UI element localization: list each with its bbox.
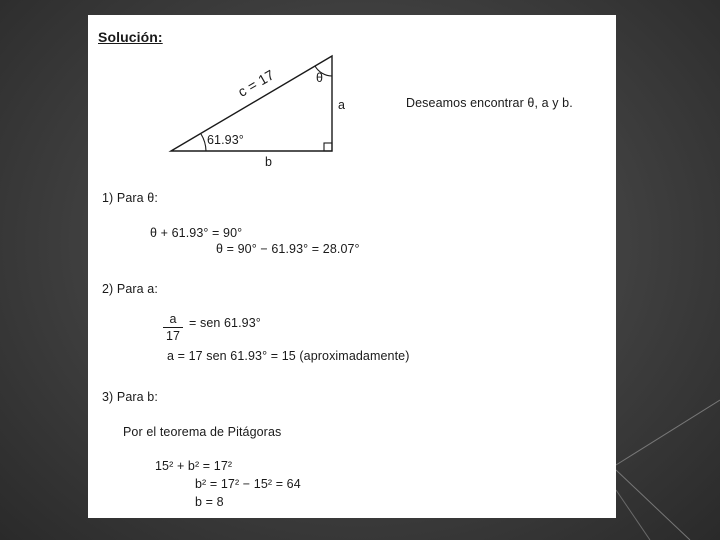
step3-subheading: Por el teorema de Pitágoras [123,425,282,439]
step2-equation-2: a = 17 sen 61.93° = 15 (aproximadamente) [167,349,410,363]
step2-equation-1: = sen 61.93° [189,316,261,330]
step2-fraction [163,312,183,343]
angle-61-label: 61.93° [207,133,244,147]
fraction-denominator: 17 [166,329,180,343]
right-angle-mark [324,143,332,151]
angle-theta-label: θ [316,71,324,85]
step3-equation-2: b² = 17² − 15² = 64 [195,477,301,491]
step3-heading: 3) Para b: [102,390,158,404]
step3-equation-3: b = 8 [195,495,224,509]
side-a-label: a [338,98,346,112]
hypotenuse-label: c = 17 [235,66,277,100]
step2-heading: 2) Para a: [102,282,158,296]
angle-arc-left [201,134,206,151]
solution-page [88,15,616,518]
solution-title: Solución: [98,29,163,45]
step1-heading: 1) Para θ: [102,191,158,205]
step1-equation-1: θ + 61.93° = 90° [150,226,243,240]
step1-equation-2: θ = 90° − 61.93° = 28.07° [216,242,360,256]
fraction-bar [163,327,183,328]
fraction-numerator: a [169,312,177,326]
goal-text: Deseamos encontrar θ, a y b. [406,96,573,110]
triangle-shape [171,56,332,151]
side-b-label: b [265,155,273,169]
right-triangle-diagram [88,15,616,518]
step3-equation-1: 15² + b² = 17² [155,459,233,473]
